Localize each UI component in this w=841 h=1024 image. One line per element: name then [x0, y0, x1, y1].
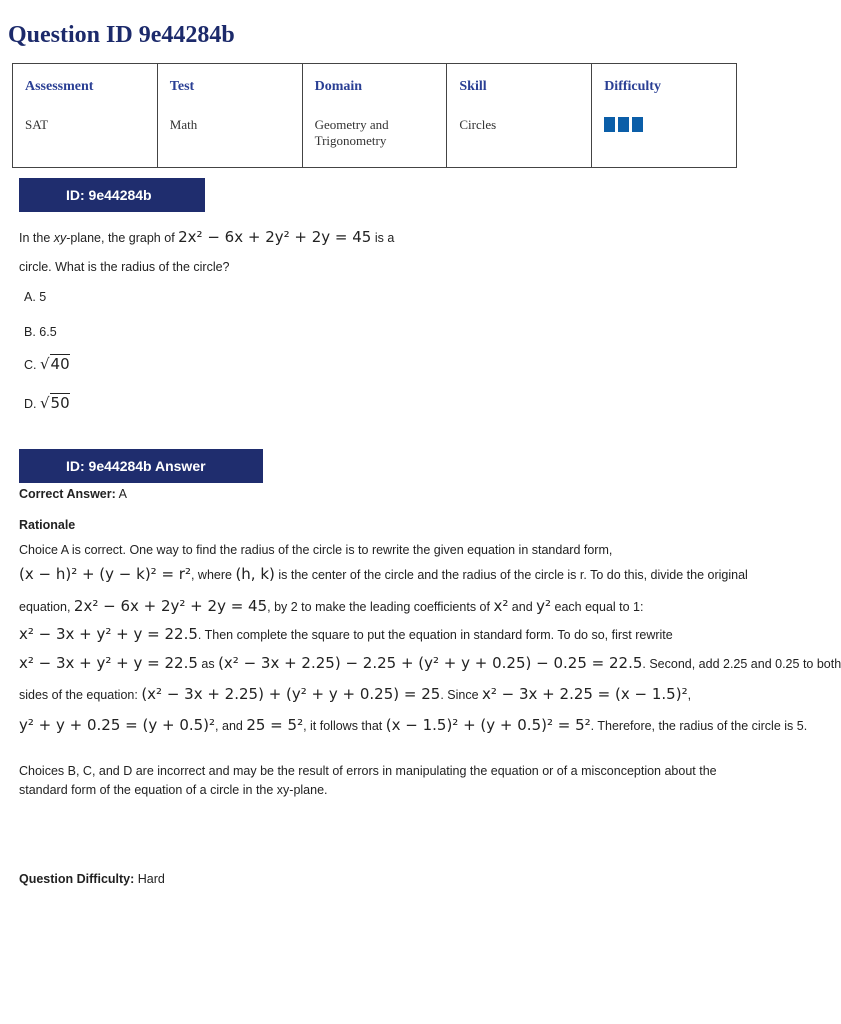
difficulty-bars: [604, 117, 724, 132]
rationale-line5-text2: . Second, add 2.25 and 0.25 to both: [642, 657, 841, 671]
choice-d-text: 50: [50, 394, 70, 412]
divided-equation: x² − 3x + y² + y = 22.5: [19, 625, 198, 643]
choice-a[interactable]: [24, 289, 46, 306]
choice-b-text: 6.5: [39, 325, 57, 339]
meta-assessment-value: SAT: [25, 117, 49, 132]
difficulty-bar: [618, 117, 629, 132]
rationale-line2-text2: is the center of the circle and the radius of the circle is r. To do this, divide the original: [274, 568, 748, 582]
rationale-heading: Rationale: [19, 518, 76, 532]
metadata-table: [12, 63, 737, 168]
original-equation: 2x² − 6x + 2y² + 2y = 45: [73, 597, 268, 615]
choice-a-letter: A.: [24, 290, 40, 304]
choice-c-letter: C.: [24, 358, 40, 372]
page-title: Question ID 9e44284b: [8, 22, 235, 48]
meta-assessment-label: Assessment: [25, 79, 94, 94]
y-square-identity: y² + y + 0.25 = (y + 0.5)²: [19, 716, 216, 734]
choice-b[interactable]: [24, 324, 57, 341]
stem-equation: 2x² − 6x + 2y² + 2y = 45: [178, 228, 372, 246]
question-difficulty-label: Question Difficulty:: [19, 872, 135, 886]
incorrect-choices-paragraph: Choices B, C, and D are incorrect and may be the result of errors in manipulating the equation or of a misconception about the standard form of the equation of a circle in the xy-plane.: [19, 764, 717, 797]
choice-d[interactable]: [24, 395, 70, 413]
meta-skill-cell: [447, 64, 592, 168]
answer-id-banner: ID: 9e44284b Answer: [19, 449, 263, 483]
twenty-five-identity: 25 = 5²: [246, 716, 304, 734]
correct-answer-label: Correct Answer:: [19, 487, 116, 501]
rationale-line5-text1: as: [197, 657, 219, 671]
meta-test-value: Math: [169, 117, 198, 132]
x-square-identity: x² − 3x + 2.25 = (x − 1.5)²: [482, 685, 688, 703]
choice-b-letter: B.: [24, 325, 40, 339]
rationale-line6-text1: sides of the equation:: [19, 688, 142, 702]
meta-skill-label: Skill: [459, 79, 487, 94]
rationale-line3: [19, 597, 643, 615]
rationale-line2-text1: , where: [190, 568, 236, 582]
question-difficulty-value: Hard: [137, 872, 165, 886]
difficulty-bar: [632, 117, 643, 132]
sqrt-sign-icon: √: [39, 355, 50, 373]
choice-a-text: 5: [39, 290, 47, 304]
rationale-line7-text1: , and: [215, 719, 247, 733]
meta-test-cell: [157, 64, 302, 168]
sqrt-sign-icon: √: [39, 394, 50, 412]
x-squared-term: x²: [493, 597, 509, 615]
choice-c[interactable]: [24, 356, 70, 374]
question-stem-line1: [19, 229, 394, 247]
question-stem-line2: circle. What is the radius of the circle?: [19, 260, 230, 274]
question-difficulty: [19, 871, 165, 888]
rationale-line1: Choice A is correct. One way to find the radius of the circle is to rewrite the given equation in standard form,: [19, 543, 613, 557]
rationale-line3-text1: equation,: [19, 600, 74, 614]
rationale-line6-text3: ,: [687, 688, 692, 702]
stem-text-1: In the: [19, 231, 54, 245]
rationale-line6-text2: . Since: [440, 688, 482, 702]
rationale-paragraph: [19, 540, 841, 740]
rationale-line5: [19, 654, 841, 672]
choice-d-letter: D.: [24, 397, 40, 411]
standard-form-equation: (x − h)² + (y − k)² = r²: [19, 565, 191, 583]
rationale-line7-text2: , it follows that: [303, 719, 386, 733]
rationale-line3-text4: each equal to 1:: [551, 600, 644, 614]
rationale-line3-text2: , by 2 to make the leading coefficients of: [267, 600, 494, 614]
completed-square-equation: (x² − 3x + 2.25) − 2.25 + (y² + y + 0.25) − 0.25 = 22.5: [218, 654, 643, 672]
meta-domain-cell: [302, 64, 447, 168]
correct-answer-value: A: [118, 487, 127, 501]
meta-skill-value: Circles: [459, 117, 497, 132]
divided-equation-2: x² − 3x + y² + y = 22.5: [19, 654, 198, 672]
meta-domain-value: Geometry and Trigonometry: [314, 117, 389, 148]
correct-answer: [19, 486, 127, 503]
meta-assessment-cell: [13, 64, 158, 168]
question-id-banner: ID: 9e44284b: [19, 178, 205, 212]
difficulty-bar: [604, 117, 615, 132]
choice-c-text: 40: [50, 355, 70, 373]
meta-difficulty-cell: [592, 64, 737, 168]
stem-text-3: is a: [371, 231, 395, 245]
rationale-line7: [19, 716, 807, 734]
rationale-line4-text1: . Then complete the square to put the equation in standard form. To do so, first rewrite: [197, 628, 673, 642]
rationale-line3-text3: and: [508, 600, 537, 614]
final-equation: (x − 1.5)² + (y + 0.5)² = 5²: [385, 716, 591, 734]
sum-equation: (x² − 3x + 2.25) + (y² + y + 0.25) = 25: [141, 685, 441, 703]
stem-text-2: -plane, the graph of: [66, 231, 179, 245]
meta-test-label: Test: [169, 79, 195, 94]
rationale-line7-text3: . Therefore, the radius of the circle is 5.: [590, 719, 808, 733]
rationale-line6: [19, 685, 691, 703]
center-notation: (h, k): [235, 565, 275, 583]
stem-variable: xy: [53, 231, 67, 245]
y-squared-term: y²: [536, 597, 552, 615]
meta-difficulty-label: Difficulty: [604, 79, 661, 94]
rationale-line2: [19, 565, 748, 583]
meta-domain-label: Domain: [314, 79, 363, 94]
rationale-line4: [19, 625, 673, 643]
